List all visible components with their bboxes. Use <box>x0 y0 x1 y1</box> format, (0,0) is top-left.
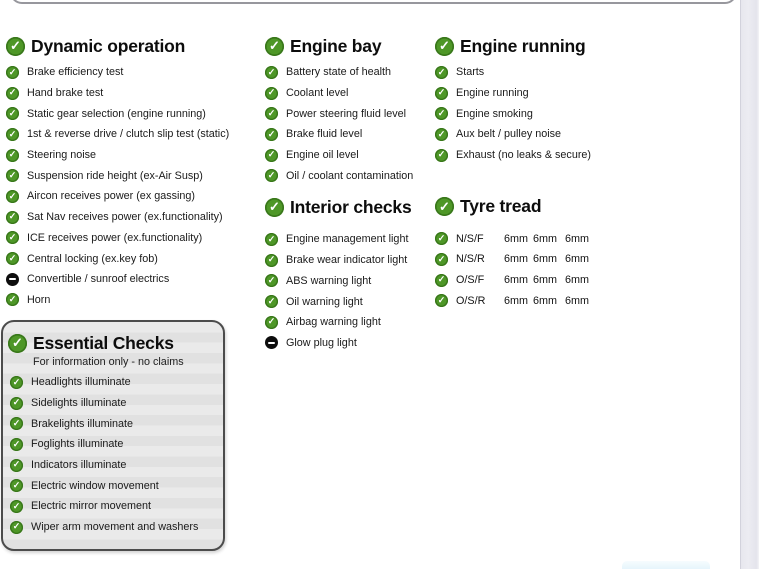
section-header <box>435 194 670 218</box>
check-icon <box>6 252 19 265</box>
check-icon <box>6 231 19 244</box>
tyre-row <box>435 270 670 291</box>
item-label: ICE receives power (ex.functionality) <box>27 231 203 244</box>
item-label: Wiper arm movement and washers <box>31 521 199 534</box>
check-icon <box>265 254 278 267</box>
list-item <box>6 124 258 145</box>
list-item <box>265 291 443 312</box>
item-label: Indicators illuminate <box>31 459 127 472</box>
list-item <box>6 165 258 186</box>
item-label: Brake efficiency test <box>27 66 124 79</box>
item-label: Central locking (ex.key fob) <box>27 252 158 265</box>
item-label: Engine smoking <box>456 107 533 120</box>
tyre-depth-value: 6mm <box>565 294 589 307</box>
check-icon <box>6 149 19 162</box>
check-icon <box>265 149 278 162</box>
item-label: Engine oil level <box>286 149 359 162</box>
na-icon <box>6 273 19 286</box>
list-item <box>265 103 443 124</box>
list-item <box>435 62 670 83</box>
list-item <box>265 124 443 145</box>
check-icon <box>435 37 454 56</box>
top-panel-cutoff <box>10 0 737 4</box>
item-label: Foglights illuminate <box>31 438 124 451</box>
list-item <box>435 145 670 166</box>
tyre-row <box>435 291 670 312</box>
check-icon <box>265 169 278 182</box>
item-label: Steering noise <box>27 149 97 162</box>
list-item <box>6 228 258 249</box>
list-item <box>265 312 443 333</box>
tyre-depth-value: 6mm <box>533 274 557 287</box>
list-item <box>265 271 443 292</box>
list-item <box>6 269 258 290</box>
check-icon <box>435 294 448 307</box>
check-icon <box>265 66 278 79</box>
item-label: Oil / coolant contamination <box>286 169 414 182</box>
check-icon <box>6 66 19 79</box>
check-icon <box>265 87 278 100</box>
tyre-position-label: O/S/F <box>456 274 485 287</box>
section-title: Essential Checks <box>33 332 174 353</box>
check-icon <box>435 87 448 100</box>
column-left <box>6 34 258 310</box>
item-label: Airbag warning light <box>286 316 381 329</box>
list-item <box>8 475 217 496</box>
item-label: Sat Nav receives power (ex.functionality) <box>27 211 223 224</box>
list-item <box>6 145 258 166</box>
list-item <box>8 413 217 434</box>
check-icon <box>10 376 23 389</box>
section-header <box>435 34 670 58</box>
item-label: Coolant level <box>286 87 349 100</box>
check-icon <box>10 479 23 492</box>
check-icon <box>265 233 278 246</box>
check-icon <box>265 295 278 308</box>
check-icon <box>6 169 19 182</box>
section-header <box>8 332 217 354</box>
tyre-depth-value: 6mm <box>565 253 589 266</box>
tyre-position-label: N/S/R <box>456 253 485 266</box>
item-label: ABS warning light <box>286 274 372 287</box>
section-header <box>265 195 443 219</box>
list-item <box>265 229 443 250</box>
check-icon <box>6 190 19 203</box>
list-item <box>265 333 443 354</box>
check-icon <box>435 232 448 245</box>
tyre-depth-value: 6mm <box>504 253 528 266</box>
item-label: Engine management light <box>286 233 409 246</box>
item-label: Engine running <box>456 87 529 100</box>
column-middle <box>265 34 443 353</box>
item-label: Oil warning light <box>286 295 363 308</box>
list-item <box>265 62 443 83</box>
item-label: Power steering fluid level <box>286 107 407 120</box>
tyre-depth-value: 6mm <box>533 294 557 307</box>
window-edge-gutter <box>740 0 759 569</box>
tyre-depth-value: 6mm <box>565 274 589 287</box>
check-icon <box>435 253 448 266</box>
check-icon <box>10 521 23 534</box>
check-icon <box>6 128 19 141</box>
check-icon <box>10 397 23 410</box>
item-label: Suspension ride height (ex-Air Susp) <box>27 169 203 182</box>
list-item <box>8 393 217 414</box>
list-item <box>8 496 217 517</box>
check-icon <box>265 107 278 120</box>
tyre-depth-value: 6mm <box>533 253 557 266</box>
list-item <box>265 145 443 166</box>
section-tyre-tread <box>435 194 670 311</box>
list-item <box>6 207 258 228</box>
column-right <box>435 34 670 311</box>
essential-checks-panel <box>1 320 225 551</box>
section-dynamic-operation <box>6 34 258 310</box>
check-icon <box>6 107 19 120</box>
tyre-depth-value: 6mm <box>504 274 528 287</box>
check-icon <box>10 459 23 472</box>
section-title: Tyre tread <box>460 195 542 216</box>
tyre-depth-value: 6mm <box>504 232 528 245</box>
list-item <box>6 186 258 207</box>
list-item <box>265 83 443 104</box>
item-label: Convertible / sunroof electrics <box>27 273 170 286</box>
section-engine-bay <box>265 34 443 186</box>
section-engine-running <box>435 34 670 165</box>
item-label: Brake wear indicator light <box>286 254 408 267</box>
check-icon <box>10 500 23 513</box>
check-icon <box>6 37 25 56</box>
check-icon <box>265 128 278 141</box>
check-icon <box>265 37 284 56</box>
section-header <box>6 34 258 58</box>
list-item <box>8 455 217 476</box>
section-title: Engine bay <box>290 35 382 56</box>
check-icon <box>435 197 454 216</box>
tyre-position-label: N/S/F <box>456 232 484 245</box>
item-label: Brake fluid level <box>286 128 363 141</box>
tyre-row <box>435 228 670 249</box>
item-label: Brakelights illuminate <box>31 417 134 430</box>
item-label: 1st & reverse drive / clutch slip test (static) <box>27 128 230 141</box>
essential-checks-note: For information only - no claims <box>33 356 184 368</box>
list-item <box>6 290 258 311</box>
check-icon <box>8 334 27 353</box>
check-icon <box>435 66 448 79</box>
list-item <box>8 372 217 393</box>
check-icon <box>6 293 19 306</box>
tyre-position-label: O/S/R <box>456 294 486 307</box>
tyre-depth-value: 6mm <box>504 294 528 307</box>
item-label: Exhaust (no leaks & secure) <box>456 149 592 162</box>
item-label: Aux belt / pulley noise <box>456 128 562 141</box>
list-item <box>435 103 670 124</box>
list-item <box>265 250 443 271</box>
list-item <box>6 83 258 104</box>
check-icon <box>265 274 278 287</box>
section-interior-checks <box>265 195 443 353</box>
item-label: Hand brake test <box>27 87 104 100</box>
check-icon <box>6 87 19 100</box>
hidden-button-peek[interactable] <box>622 561 710 569</box>
na-icon <box>265 336 278 349</box>
tyre-depth-value: 6mm <box>533 232 557 245</box>
list-item <box>435 83 670 104</box>
section-title: Engine running <box>460 35 586 56</box>
item-label: Electric mirror movement <box>31 500 151 513</box>
check-icon <box>435 149 448 162</box>
list-item <box>8 434 217 455</box>
check-icon <box>435 128 448 141</box>
section-title: Interior checks <box>290 196 412 217</box>
item-label: Headlights illuminate <box>31 376 131 389</box>
item-label: Aircon receives power (ex gassing) <box>27 190 196 203</box>
item-label: Horn <box>27 293 51 306</box>
check-icon <box>435 107 448 120</box>
list-item <box>8 517 217 538</box>
list-item <box>435 124 670 145</box>
item-label: Sidelights illuminate <box>31 397 127 410</box>
check-icon <box>435 274 448 287</box>
check-icon <box>10 417 23 430</box>
item-label: Static gear selection (engine running) <box>27 107 206 120</box>
list-item <box>6 103 258 124</box>
section-title: Dynamic operation <box>31 35 186 56</box>
item-label: Starts <box>456 66 485 79</box>
check-icon <box>265 198 284 217</box>
list-item <box>6 62 258 83</box>
item-label: Electric window movement <box>31 479 159 492</box>
list-item <box>265 165 443 186</box>
item-label: Battery state of health <box>286 66 392 79</box>
check-icon <box>10 438 23 451</box>
check-icon <box>265 316 278 329</box>
check-icon <box>6 211 19 224</box>
tyre-depth-value: 6mm <box>565 232 589 245</box>
section-header <box>265 34 443 58</box>
tyre-row <box>435 249 670 270</box>
list-item <box>6 248 258 269</box>
item-label: Glow plug light <box>286 336 357 349</box>
